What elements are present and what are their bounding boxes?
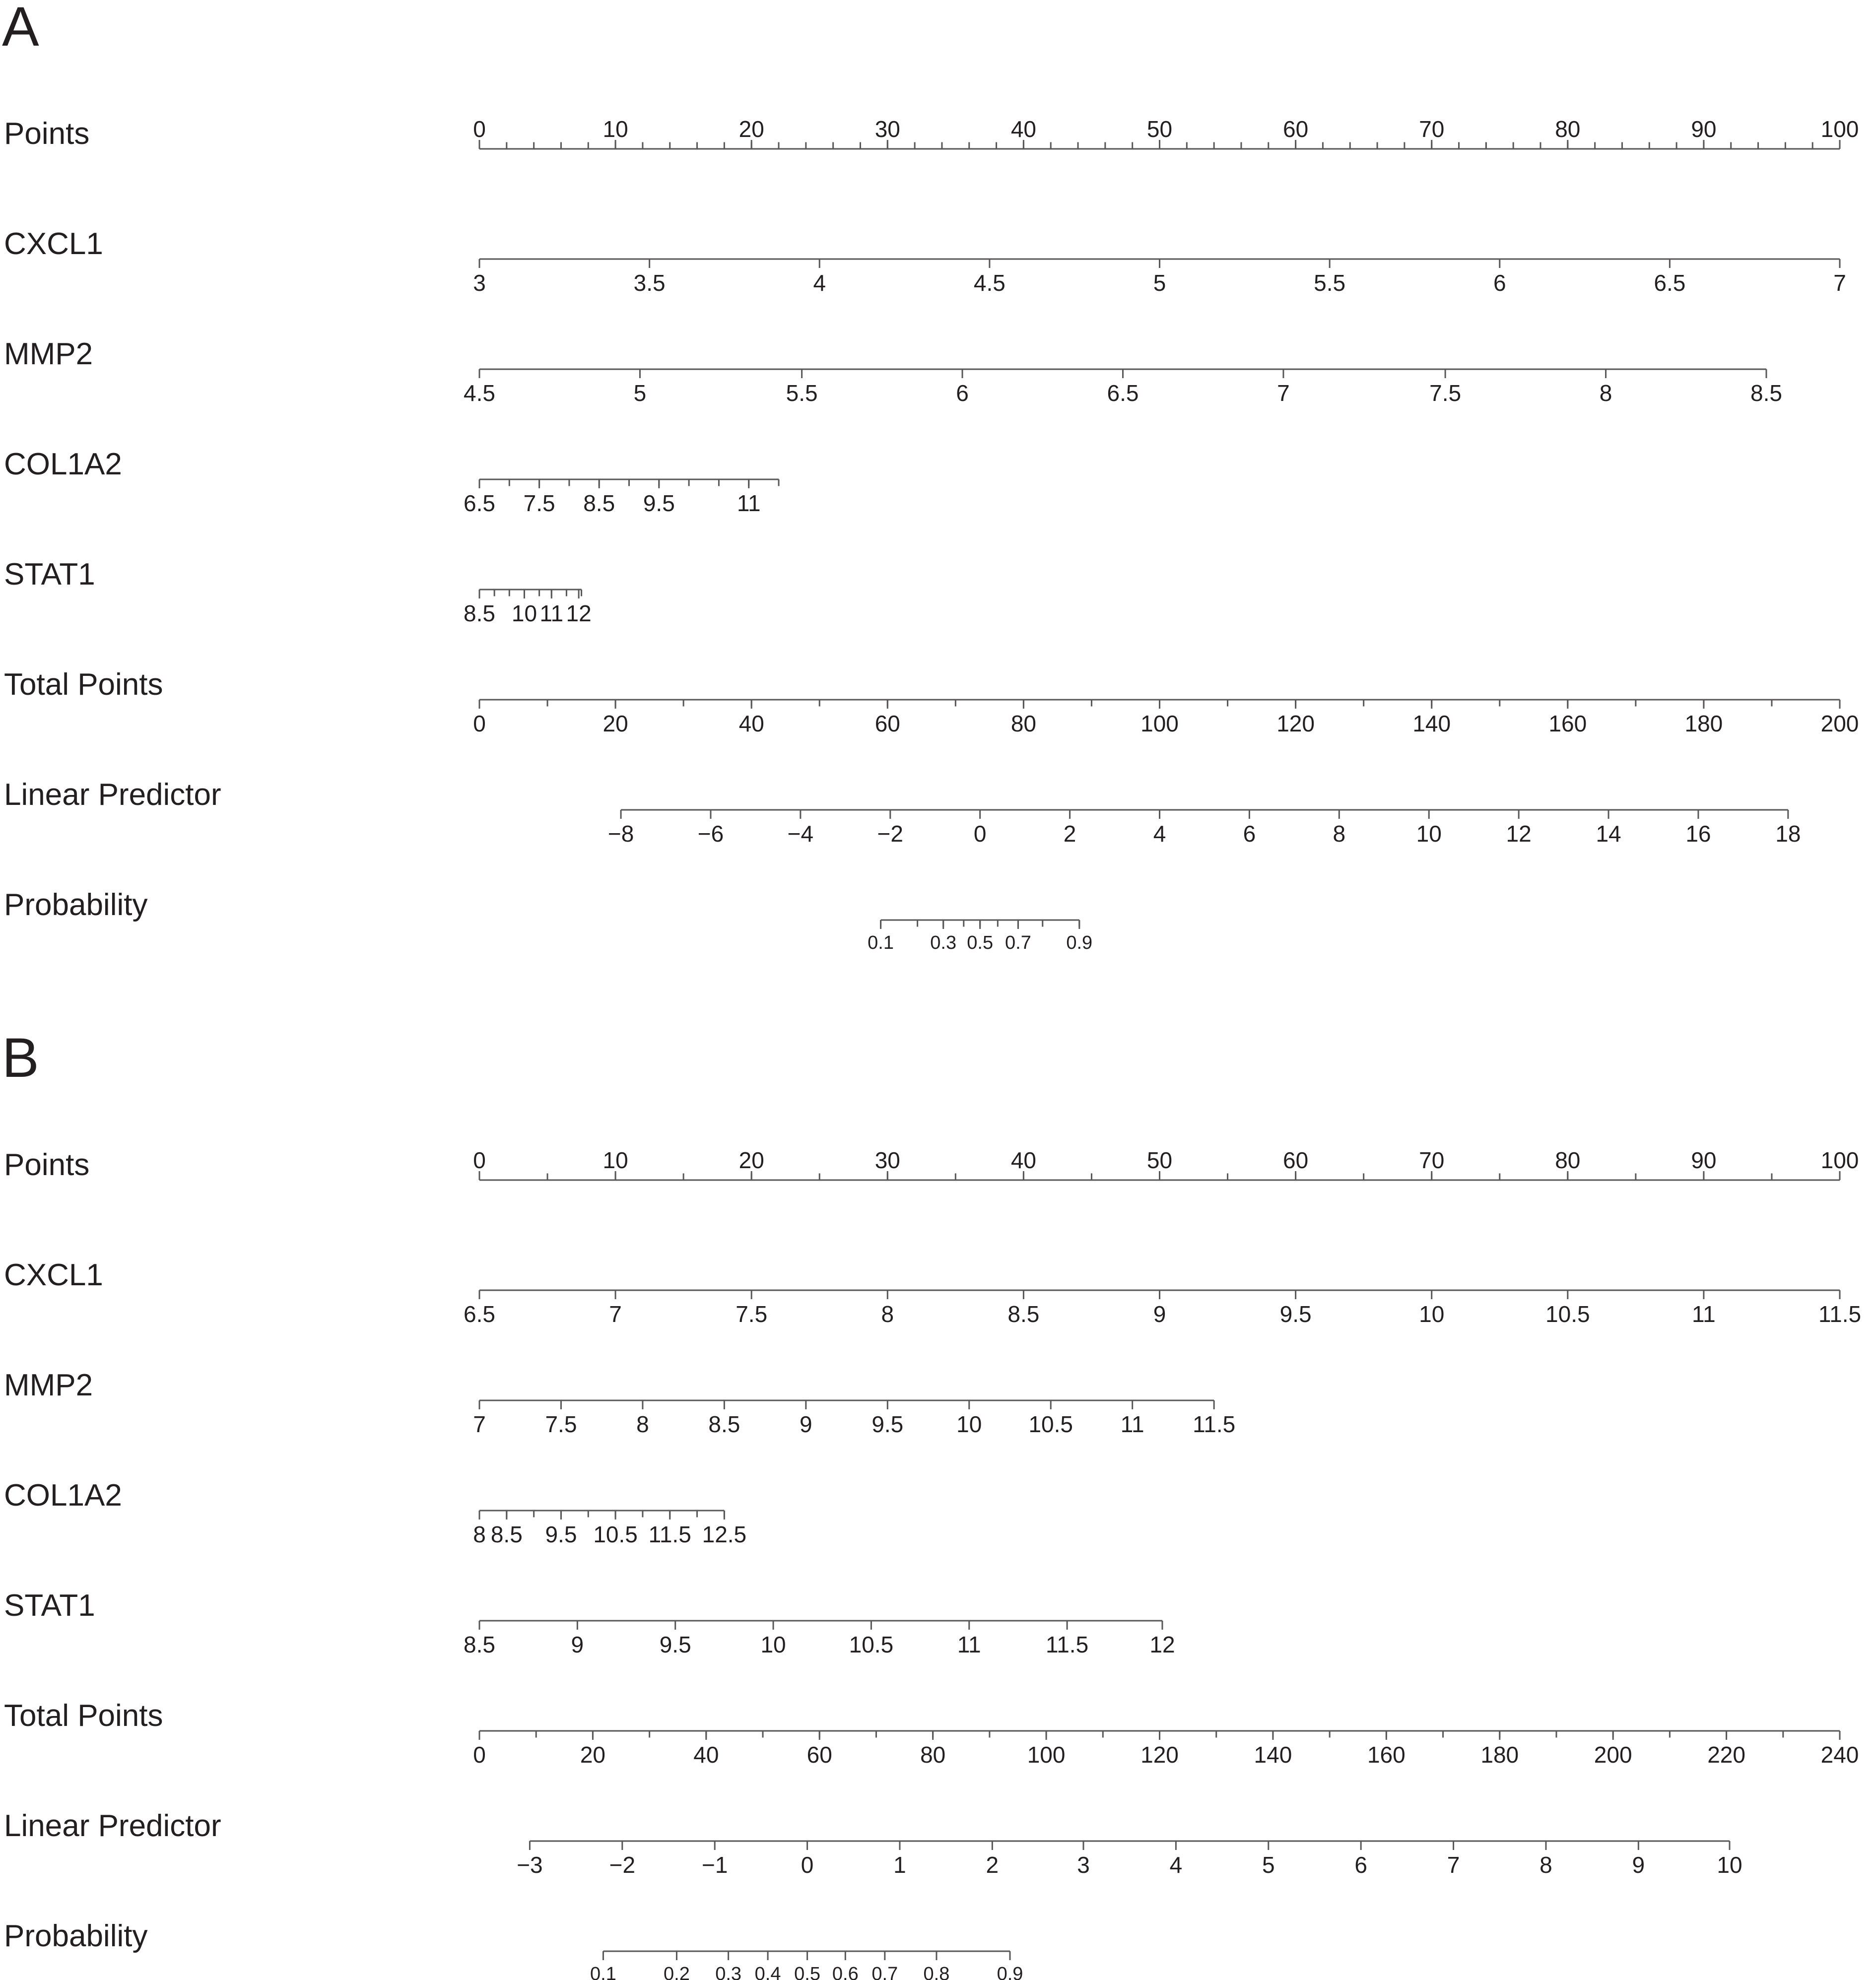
row-label-probability: Probability bbox=[4, 888, 148, 922]
tick-label-linear-predictor: −3 bbox=[517, 1852, 543, 1878]
tick-label-linear-predictor: 12 bbox=[1506, 821, 1532, 847]
tick-label-total-points: 120 bbox=[1140, 1742, 1179, 1768]
row-label-mmp2: MMP2 bbox=[4, 337, 93, 371]
tick-label-probability: 0.7 bbox=[871, 1964, 898, 1980]
tick-label-cxcl1: 7 bbox=[1833, 270, 1846, 296]
tick-label-col1a2: 8.5 bbox=[583, 490, 615, 516]
tick-label-points: 100 bbox=[1820, 116, 1859, 142]
tick-label-cxcl1: 7 bbox=[609, 1301, 622, 1327]
tick-label-total-points: 40 bbox=[738, 711, 764, 736]
tick-label-total-points: 80 bbox=[920, 1742, 946, 1768]
tick-label-cxcl1: 8.5 bbox=[1007, 1301, 1040, 1327]
row-label-mmp2: MMP2 bbox=[4, 1368, 93, 1402]
tick-label-stat1: 9 bbox=[571, 1632, 584, 1657]
tick-label-mmp2: 8.5 bbox=[708, 1411, 740, 1437]
tick-label-cxcl1: 7.5 bbox=[736, 1301, 768, 1327]
tick-label-probability: 0.1 bbox=[590, 1964, 616, 1980]
tick-label-col1a2: 10.5 bbox=[593, 1521, 638, 1547]
tick-label-cxcl1: 10 bbox=[1419, 1301, 1445, 1327]
tick-label-linear-predictor: 0 bbox=[801, 1852, 814, 1878]
tick-label-mmp2: 5 bbox=[633, 380, 647, 406]
tick-label-probability: 0.8 bbox=[923, 1964, 950, 1980]
tick-label-col1a2: 11 bbox=[737, 490, 761, 516]
tick-label-points: 20 bbox=[738, 116, 764, 142]
tick-label-linear-predictor: 2 bbox=[1063, 821, 1076, 847]
tick-label-total-points: 200 bbox=[1820, 711, 1859, 736]
row-label-stat1: STAT1 bbox=[4, 1588, 95, 1623]
tick-label-total-points: 200 bbox=[1594, 1742, 1632, 1768]
tick-label-linear-predictor: 9 bbox=[1632, 1852, 1645, 1878]
tick-label-total-points: 140 bbox=[1254, 1742, 1292, 1768]
row-label-col1a2: COL1A2 bbox=[4, 1478, 122, 1513]
tick-label-linear-predictor: 6 bbox=[1243, 821, 1256, 847]
tick-label-points: 10 bbox=[603, 1147, 628, 1173]
tick-label-mmp2: 11.5 bbox=[1193, 1411, 1236, 1437]
row-label-probability: Probability bbox=[4, 1919, 148, 1953]
tick-label-col1a2: 9.5 bbox=[643, 490, 675, 516]
tick-label-linear-predictor: 0 bbox=[973, 821, 987, 847]
tick-label-points: 80 bbox=[1555, 1147, 1581, 1173]
tick-label-linear-predictor: 1 bbox=[893, 1852, 906, 1878]
tick-label-probability: 0.3 bbox=[930, 932, 957, 953]
tick-label-cxcl1: 3 bbox=[473, 270, 486, 296]
tick-label-cxcl1: 10.5 bbox=[1545, 1301, 1590, 1327]
tick-label-points: 70 bbox=[1419, 116, 1445, 142]
tick-label-stat1: 8.5 bbox=[464, 1632, 495, 1657]
tick-label-stat1: 11 bbox=[539, 600, 564, 626]
tick-label-linear-predictor: 5 bbox=[1262, 1852, 1275, 1878]
tick-label-total-points: 40 bbox=[693, 1742, 719, 1768]
tick-label-linear-predictor: 7 bbox=[1447, 1852, 1460, 1878]
tick-label-points: 60 bbox=[1283, 116, 1309, 142]
tick-label-mmp2: 7.5 bbox=[1429, 380, 1462, 406]
row-label-cxcl1: CXCL1 bbox=[4, 1258, 103, 1292]
tick-label-points: 90 bbox=[1691, 1147, 1717, 1173]
tick-label-cxcl1: 11.5 bbox=[1818, 1301, 1862, 1327]
tick-label-linear-predictor: 14 bbox=[1596, 821, 1621, 847]
tick-label-probability: 0.7 bbox=[1005, 932, 1031, 953]
tick-label-probability: 0.5 bbox=[794, 1964, 820, 1980]
tick-label-mmp2: 7 bbox=[1277, 380, 1290, 406]
tick-label-stat1: 11.5 bbox=[1046, 1632, 1089, 1657]
tick-label-total-points: 180 bbox=[1684, 711, 1723, 736]
tick-label-total-points: 0 bbox=[473, 1742, 486, 1768]
tick-label-probability: 0.9 bbox=[1066, 932, 1093, 953]
tick-label-points: 50 bbox=[1146, 1147, 1173, 1173]
tick-label-stat1: 10 bbox=[760, 1632, 786, 1657]
tick-label-cxcl1: 9.5 bbox=[1279, 1301, 1312, 1327]
tick-label-cxcl1: 6.5 bbox=[1654, 270, 1686, 296]
tick-label-linear-predictor: −2 bbox=[877, 821, 904, 847]
tick-label-cxcl1: 4.5 bbox=[973, 270, 1005, 296]
tick-label-cxcl1: 6.5 bbox=[464, 1301, 495, 1327]
tick-label-stat1: 9.5 bbox=[659, 1632, 691, 1657]
row-label-points: Points bbox=[4, 1148, 90, 1182]
tick-label-col1a2: 8 bbox=[473, 1521, 486, 1547]
panel-label: B bbox=[2, 1027, 39, 1089]
tick-label-probability: 0.4 bbox=[754, 1964, 781, 1980]
tick-label-probability: 0.6 bbox=[832, 1964, 859, 1980]
tick-label-probability: 0.3 bbox=[715, 1964, 742, 1980]
tick-label-points: 40 bbox=[1010, 1147, 1036, 1173]
tick-label-cxcl1: 5.5 bbox=[1314, 270, 1346, 296]
tick-label-total-points: 20 bbox=[580, 1742, 606, 1768]
tick-label-total-points: 120 bbox=[1276, 711, 1315, 736]
row-label-total-points: Total Points bbox=[4, 667, 163, 702]
tick-label-points: 30 bbox=[874, 1147, 900, 1173]
tick-label-cxcl1: 3.5 bbox=[633, 270, 666, 296]
tick-label-mmp2: 5.5 bbox=[786, 380, 818, 406]
row-label-stat1: STAT1 bbox=[4, 557, 95, 592]
row-label-linear-predictor: Linear Predictor bbox=[4, 778, 221, 812]
tick-label-points: 0 bbox=[473, 1147, 486, 1173]
tick-label-cxcl1: 11 bbox=[1692, 1301, 1716, 1327]
tick-label-total-points: 100 bbox=[1027, 1742, 1066, 1768]
tick-label-points: 20 bbox=[738, 1147, 764, 1173]
tick-label-points: 30 bbox=[874, 116, 900, 142]
row-label-col1a2: COL1A2 bbox=[4, 447, 122, 481]
tick-label-total-points: 240 bbox=[1820, 1742, 1859, 1768]
tick-label-points: 10 bbox=[603, 116, 628, 142]
tick-label-probability: 0.1 bbox=[868, 932, 894, 953]
tick-label-linear-predictor: 16 bbox=[1685, 821, 1711, 847]
tick-label-stat1: 11 bbox=[957, 1632, 981, 1657]
tick-label-total-points: 220 bbox=[1707, 1742, 1745, 1768]
tick-label-mmp2: 8 bbox=[1599, 380, 1612, 406]
tick-label-cxcl1: 4 bbox=[813, 270, 826, 296]
tick-label-mmp2: 6 bbox=[956, 380, 969, 406]
tick-label-total-points: 20 bbox=[603, 711, 628, 736]
tick-label-total-points: 60 bbox=[806, 1742, 832, 1768]
tick-label-mmp2: 6.5 bbox=[1107, 380, 1139, 406]
tick-label-col1a2: 11.5 bbox=[648, 1521, 691, 1547]
tick-label-stat1: 12 bbox=[1149, 1632, 1175, 1657]
tick-label-linear-predictor: −6 bbox=[697, 821, 724, 847]
tick-label-linear-predictor: 4 bbox=[1153, 821, 1166, 847]
tick-label-stat1: 12 bbox=[566, 600, 592, 626]
tick-label-linear-predictor: −1 bbox=[701, 1852, 728, 1878]
tick-label-total-points: 160 bbox=[1548, 711, 1587, 736]
tick-label-linear-predictor: 6 bbox=[1354, 1852, 1367, 1878]
tick-label-linear-predictor: −8 bbox=[607, 821, 634, 847]
tick-label-mmp2: 11 bbox=[1120, 1411, 1144, 1437]
tick-label-col1a2: 7.5 bbox=[523, 490, 555, 516]
tick-label-col1a2: 6.5 bbox=[464, 490, 495, 516]
tick-label-cxcl1: 9 bbox=[1153, 1301, 1166, 1327]
tick-label-points: 50 bbox=[1146, 116, 1173, 142]
tick-label-stat1: 8.5 bbox=[464, 600, 495, 626]
row-label-points: Points bbox=[4, 117, 90, 151]
tick-label-mmp2: 10.5 bbox=[1028, 1411, 1073, 1437]
panel-label: A bbox=[2, 0, 39, 58]
tick-label-linear-predictor: 10 bbox=[1416, 821, 1442, 847]
tick-label-linear-predictor: 10 bbox=[1717, 1852, 1742, 1878]
tick-label-mmp2: 9.5 bbox=[871, 1411, 904, 1437]
tick-label-mmp2: 7.5 bbox=[545, 1411, 577, 1437]
tick-label-mmp2: 8 bbox=[636, 1411, 649, 1437]
tick-label-mmp2: 7 bbox=[473, 1411, 486, 1437]
tick-label-stat1: 10 bbox=[511, 600, 537, 626]
tick-label-linear-predictor: 3 bbox=[1077, 1852, 1090, 1878]
tick-label-total-points: 180 bbox=[1480, 1742, 1519, 1768]
tick-label-points: 60 bbox=[1283, 1147, 1309, 1173]
tick-label-mmp2: 9 bbox=[800, 1411, 812, 1437]
tick-label-points: 40 bbox=[1010, 116, 1036, 142]
tick-label-mmp2: 8.5 bbox=[1750, 380, 1782, 406]
tick-label-points: 80 bbox=[1555, 116, 1581, 142]
row-label-cxcl1: CXCL1 bbox=[4, 227, 103, 261]
tick-label-linear-predictor: 2 bbox=[986, 1852, 999, 1878]
tick-label-mmp2: 4.5 bbox=[464, 380, 495, 406]
tick-label-total-points: 100 bbox=[1140, 711, 1179, 736]
tick-label-cxcl1: 8 bbox=[881, 1301, 894, 1327]
tick-label-total-points: 60 bbox=[874, 711, 900, 736]
tick-label-col1a2: 12.5 bbox=[702, 1521, 747, 1547]
tick-label-linear-predictor: 8 bbox=[1333, 821, 1346, 847]
tick-label-linear-predictor: −4 bbox=[787, 821, 814, 847]
tick-label-total-points: 0 bbox=[473, 711, 486, 736]
row-label-linear-predictor: Linear Predictor bbox=[4, 1809, 221, 1843]
tick-label-col1a2: 8.5 bbox=[490, 1521, 523, 1547]
tick-label-linear-predictor: 4 bbox=[1169, 1852, 1183, 1878]
tick-label-points: 100 bbox=[1820, 1147, 1859, 1173]
row-label-total-points: Total Points bbox=[4, 1699, 163, 1733]
tick-label-stat1: 10.5 bbox=[849, 1632, 894, 1657]
tick-label-mmp2: 10 bbox=[956, 1411, 982, 1437]
tick-label-linear-predictor: −2 bbox=[609, 1852, 636, 1878]
tick-label-points: 0 bbox=[473, 116, 486, 142]
tick-label-linear-predictor: 8 bbox=[1540, 1852, 1552, 1878]
tick-label-points: 70 bbox=[1419, 1147, 1445, 1173]
tick-label-points: 90 bbox=[1691, 116, 1717, 142]
tick-label-col1a2: 9.5 bbox=[545, 1521, 577, 1547]
tick-label-probability: 0.9 bbox=[997, 1964, 1023, 1980]
tick-label-total-points: 160 bbox=[1367, 1742, 1406, 1768]
tick-label-cxcl1: 5 bbox=[1153, 270, 1166, 296]
tick-label-linear-predictor: 18 bbox=[1775, 821, 1801, 847]
tick-label-total-points: 80 bbox=[1010, 711, 1036, 736]
tick-label-total-points: 140 bbox=[1412, 711, 1451, 736]
tick-label-probability: 0.5 bbox=[967, 932, 994, 953]
tick-label-probability: 0.2 bbox=[664, 1964, 690, 1980]
tick-label-cxcl1: 6 bbox=[1493, 270, 1506, 296]
